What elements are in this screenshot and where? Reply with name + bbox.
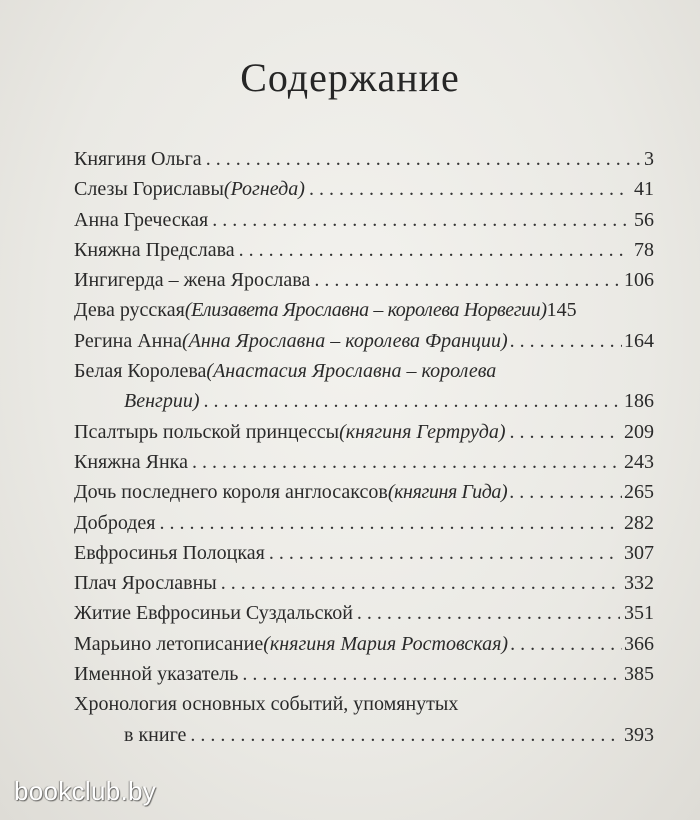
dot-leader <box>357 598 620 628</box>
toc-entry-subtitle: (Анна Ярославна – королева Франции) <box>181 329 508 352</box>
toc-entry <box>74 235 654 265</box>
toc-entry-subtitle: (Елизавета Ярославна – королева Норвегии) <box>184 299 547 322</box>
toc-entry-title: Именной указатель <box>74 663 239 686</box>
dot-leader <box>510 629 622 659</box>
dot-leader <box>314 265 620 295</box>
toc-entry-title: Дева русская <box>74 299 185 322</box>
dot-leader <box>212 205 630 235</box>
dot-leader <box>206 144 640 174</box>
toc-entry-title: Княжна Янка <box>74 450 188 473</box>
dot-leader <box>309 174 630 204</box>
toc-entry-title: Марьино летописание <box>74 632 264 655</box>
toc-page-number: 282 <box>624 511 654 534</box>
dot-leader <box>203 386 620 416</box>
dot-leader <box>239 235 630 265</box>
toc-entry-title: Анна Греческая <box>74 208 209 231</box>
toc-entry <box>74 447 654 477</box>
toc-entry-subtitle: (Анастасия Ярославна – королева <box>206 360 497 383</box>
toc-page-number: 243 <box>624 450 654 473</box>
toc-entry <box>74 417 654 447</box>
toc-page-number: 209 <box>624 420 654 443</box>
toc-entry <box>74 659 654 689</box>
toc-entry-title: Добродея <box>74 511 156 534</box>
toc-page-number: 78 <box>634 238 654 261</box>
toc-entry-subtitle: (княгиня Гертруда) <box>339 420 506 443</box>
toc-entry-subtitle: (княгиня Мария Ростовская) <box>263 632 509 655</box>
toc-entry <box>74 568 654 598</box>
dot-leader <box>160 508 621 538</box>
toc-entry-title: Слезы Гориславы <box>74 178 224 201</box>
toc-entry-title: Евфросинья Полоцкая <box>74 541 265 564</box>
toc-entry-subtitle-continued: Венгрии) <box>124 390 200 413</box>
toc-entry <box>74 689 654 750</box>
dot-leader <box>510 326 622 356</box>
toc-page-number: 41 <box>634 178 654 201</box>
toc-page-number: 393 <box>624 723 654 746</box>
toc-entry-title: Княгиня Ольга <box>74 148 202 170</box>
toc-entry <box>74 205 654 235</box>
toc-page-number: 56 <box>634 208 654 231</box>
toc-page-number: 351 <box>624 602 654 625</box>
toc-entry <box>74 508 654 538</box>
dot-leader <box>269 538 620 568</box>
toc-entry-title: Белая Королева <box>74 360 207 383</box>
toc-page-number: 145 <box>546 299 577 322</box>
toc-entry-title: Хронология основных событий, упомянутых <box>74 693 459 716</box>
toc-page-number: 366 <box>624 632 654 655</box>
toc-page-number: 186 <box>624 390 654 413</box>
site-watermark: bookclub.by <box>14 776 157 806</box>
toc-entry-title: Житие Евфросиньи Суздальской <box>74 602 353 625</box>
toc-entry <box>74 265 654 295</box>
toc-entry-title: Плач Ярославны <box>74 572 217 595</box>
toc-entry <box>74 629 654 659</box>
toc-entry-title: Дочь последнего короля англосаксов <box>74 481 388 504</box>
toc-page-number: 385 <box>624 663 654 686</box>
dot-leader <box>242 659 620 689</box>
dot-leader <box>221 568 620 598</box>
page-title: Содержание <box>240 55 460 100</box>
toc-entry <box>74 538 654 568</box>
toc-entry-title: Княжна Предслава <box>74 238 235 261</box>
toc-page-number: 307 <box>624 541 654 564</box>
toc-entry <box>74 174 654 204</box>
dot-leader <box>510 417 620 447</box>
toc-entry-title: Регина Анна <box>74 329 182 352</box>
toc-entry-title: Ингигерда – жена Ярослава <box>74 269 311 292</box>
dot-leader <box>509 477 622 507</box>
toc-page-number: 164 <box>624 329 654 352</box>
dot-leader <box>190 720 620 750</box>
toc-entry-title: Псалтырь польской принцессы <box>74 420 340 443</box>
toc-entry <box>74 477 654 507</box>
table-of-contents <box>74 144 654 750</box>
toc-entry <box>74 326 654 356</box>
toc-page-number: 3 <box>644 148 654 170</box>
toc-entry-subtitle: (княгиня Гида) <box>387 481 508 504</box>
toc-entry <box>74 356 654 417</box>
toc-page-number: 265 <box>624 481 654 504</box>
toc-entry-subtitle: (Рогнеда) <box>223 178 305 201</box>
toc-page-number: 106 <box>624 269 654 292</box>
toc-entry <box>74 598 654 628</box>
toc-entry <box>74 144 654 174</box>
toc-entry-title-continued: в книге <box>124 723 187 746</box>
dot-leader <box>192 447 620 477</box>
toc-entry <box>74 295 654 325</box>
toc-page-number: 332 <box>624 572 654 595</box>
